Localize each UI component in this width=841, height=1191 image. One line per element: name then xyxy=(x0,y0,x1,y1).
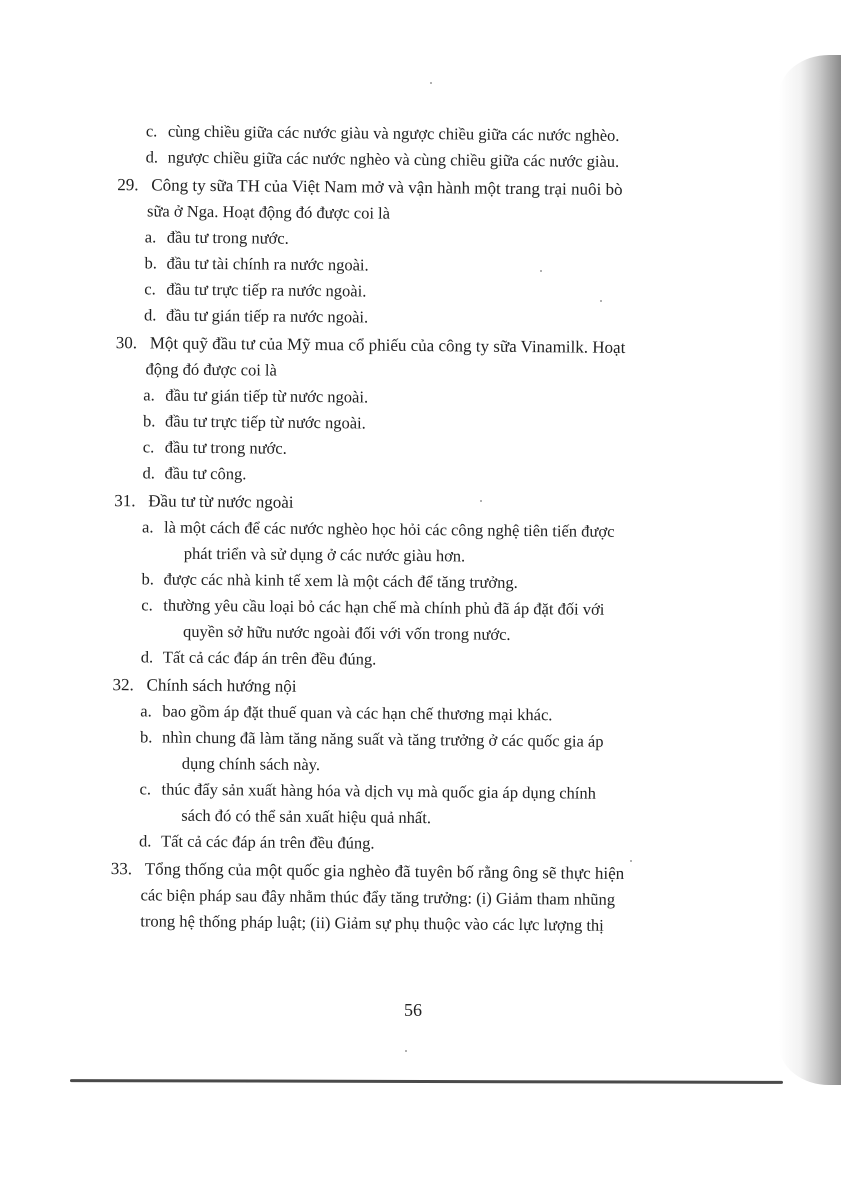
scan-speck xyxy=(630,860,632,862)
option-line: b. đầu tư tài chính ra nước ngoài. xyxy=(144,253,369,275)
page-text xyxy=(100,118,768,940)
question-33-cont: trong hệ thống pháp luật; (ii) Giảm sự phụ thuộc vào các lực lượng thị xyxy=(140,911,604,935)
option-line: b. được các nhà kinh tế xem là một cách để tăng trưởng. xyxy=(141,569,518,592)
option-line: c. đầu tư trong nước. xyxy=(142,437,287,458)
question-30-cont: động đó được coi là xyxy=(145,359,277,380)
page-number: 56 xyxy=(404,1000,422,1020)
option-line-cont: phát triển và sử dụng ở các nước giàu hơn. xyxy=(183,543,466,566)
option-line: d. ngược chiều giữa các nước nghèo và cùng chiều giữa các nước giàu. xyxy=(145,147,620,171)
scan-speck xyxy=(430,82,432,84)
option-line: d. đầu tư công. xyxy=(142,463,247,484)
scan-speck xyxy=(540,270,542,272)
question-30: 30. Một quỹ đầu tư của Mỹ mua cổ phiếu của công ty sữa Vinamilk. Hoạt xyxy=(115,333,626,357)
scan-speck xyxy=(480,500,482,502)
question-29: 29. Công ty sữa TH của Việt Nam mở và vận hành một trang trại nuôi bò xyxy=(117,175,623,199)
question-29-cont: sữa ở Nga. Hoạt động đó được coi là xyxy=(147,201,391,223)
scan-speck xyxy=(600,300,602,302)
option-line-cont: dụng chính sách này. xyxy=(181,753,321,775)
question-33-cont: các biện pháp sau đây nhằm thúc đẩy tăng trưởng: (i) Giảm tham nhũng xyxy=(140,885,616,909)
option-line: a. bao gồm áp đặt thuế quan và các hạn chế thương mại khác. xyxy=(140,701,553,725)
question-31: 31. Đầu tư từ nước ngoài xyxy=(114,491,294,512)
option-line: c. thường yêu cầu loại bỏ các hạn chế mà chính phủ đã áp đặt đối với xyxy=(141,595,605,619)
option-line-cont: quyền sở hữu nước ngoài đối với vốn trong nước. xyxy=(182,621,511,644)
option-line-cont: sách đó có thể sản xuất hiệu quả nhất. xyxy=(181,805,432,828)
option-line: c. đầu tư trực tiếp ra nước ngoài. xyxy=(144,279,367,301)
option-line: c. thúc đẩy sản xuất hàng hóa và dịch vụ mà quốc gia áp dụng chính xyxy=(139,779,597,803)
option-line: d. Tất cả các đáp án trên đều đúng. xyxy=(140,647,377,669)
option-line: b. đầu tư trực tiếp từ nước ngoài. xyxy=(143,411,366,433)
scan-speck xyxy=(405,1050,407,1052)
option-line: d. Tất cả các đáp án trên đều đúng. xyxy=(138,831,375,853)
option-line: c. cùng chiều giữa các nước giàu và ngược chiều giữa các nước nghèo. xyxy=(145,121,620,145)
question-32: 32. Chính sách hướng nội xyxy=(112,675,297,696)
option-line: a. đầu tư trong nước. xyxy=(144,227,289,248)
option-line: a. đầu tư gián tiếp từ nước ngoài. xyxy=(143,385,369,407)
question-33: 33. Tổng thống của một quốc gia nghèo đã tuyên bố rằng ông sẽ thực hiện xyxy=(110,859,625,883)
page-bottom-edge xyxy=(70,1079,783,1084)
option-line: d. đầu tư gián tiếp ra nước ngoài. xyxy=(144,305,369,327)
option-line: b. nhìn chung đã làm tăng năng suất và tăng trưởng ở các quốc gia áp xyxy=(139,727,604,751)
option-line: a. là một cách để các nước nghèo học hỏi các công nghệ tiên tiến được xyxy=(141,517,615,541)
page-curl-shadow xyxy=(779,55,841,1085)
